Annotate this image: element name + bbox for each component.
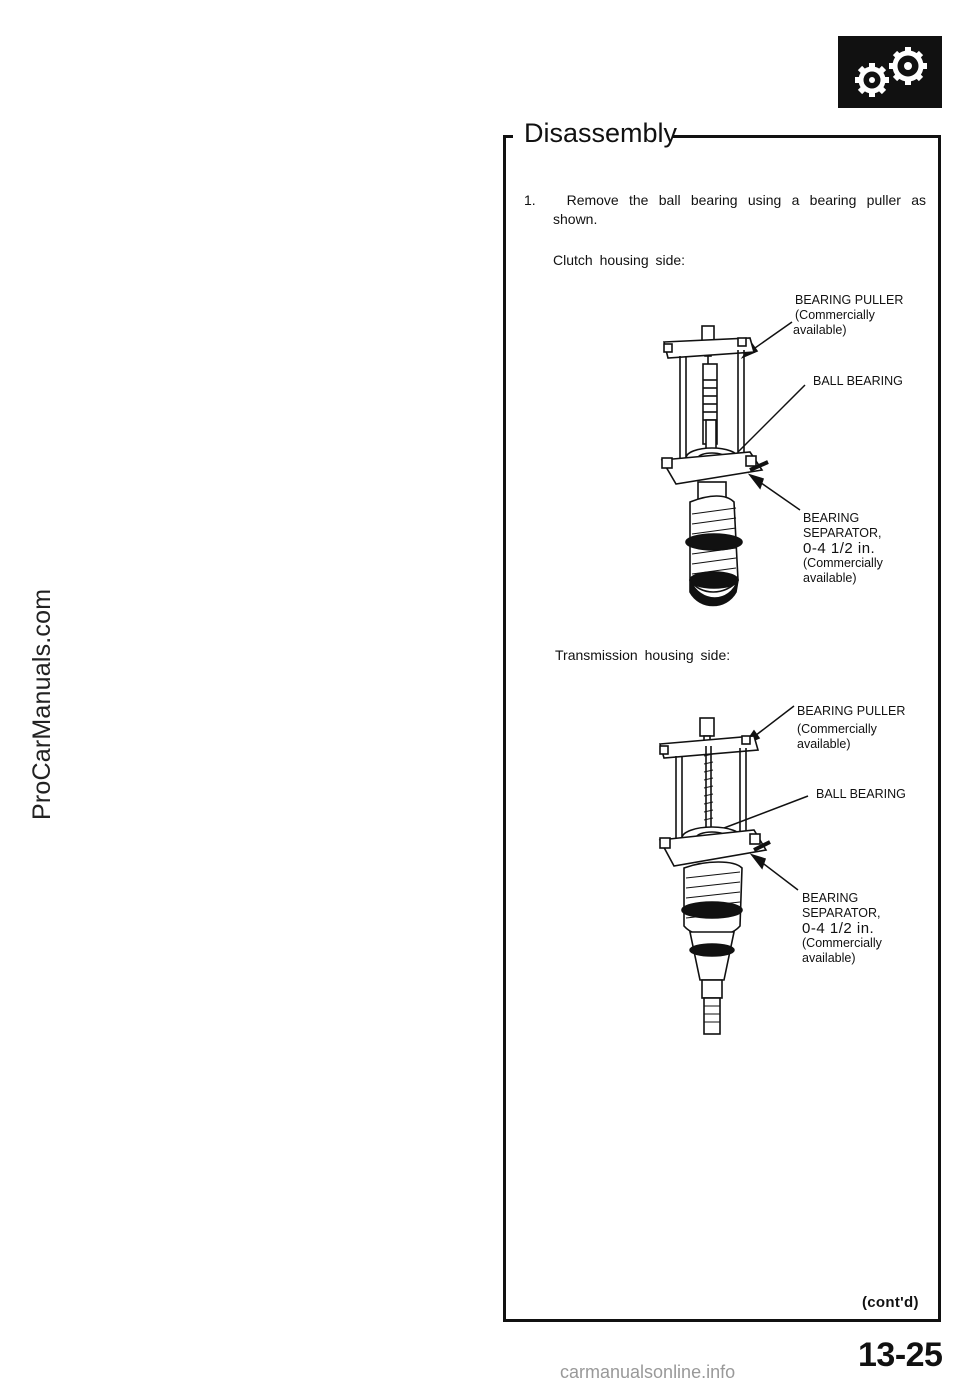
step-1-line-1 — [524, 190, 926, 210]
step-number: 1. — [524, 192, 536, 208]
frame-top-left — [503, 135, 513, 138]
page-number: 13-25 — [858, 1336, 943, 1374]
step-1-text: Remove the ball bearing using a bearing puller as — [566, 192, 926, 208]
side-watermark-text: ProCarManuals.com — [28, 588, 56, 820]
transmission-side-illustration — [650, 700, 930, 1050]
clutch-callout-bearing-puller: BEARING PULLER (Commercially available) — [793, 293, 904, 337]
footer-watermark: carmanualsonline.info — [560, 1362, 736, 1382]
transmission-callout-bearing-separator: BEARING SEPARATOR, 0-4 1/2 in. (Commercially available) — [802, 891, 882, 965]
transmission-callout-bearing-puller: BEARING PULLER (Commercially available) — [797, 704, 906, 751]
clutch-callout-bearing-separator: BEARING SEPARATOR, 0-4 1/2 in. (Commercially available) — [803, 511, 883, 585]
step-1-line-2: shown. — [553, 211, 598, 227]
frame-top-right — [672, 135, 941, 138]
clutch-callout-ball-bearing: BALL BEARING — [813, 374, 903, 388]
clutch-side-heading: Clutch housing side: — [553, 252, 686, 268]
transmission-callout-ball-bearing: BALL BEARING — [816, 787, 906, 801]
section-title: Disassembly — [524, 118, 678, 148]
continued-label: (cont'd) — [862, 1294, 919, 1311]
gears-icon — [838, 36, 942, 108]
transmission-side-heading: Transmission housing side: — [555, 647, 731, 663]
